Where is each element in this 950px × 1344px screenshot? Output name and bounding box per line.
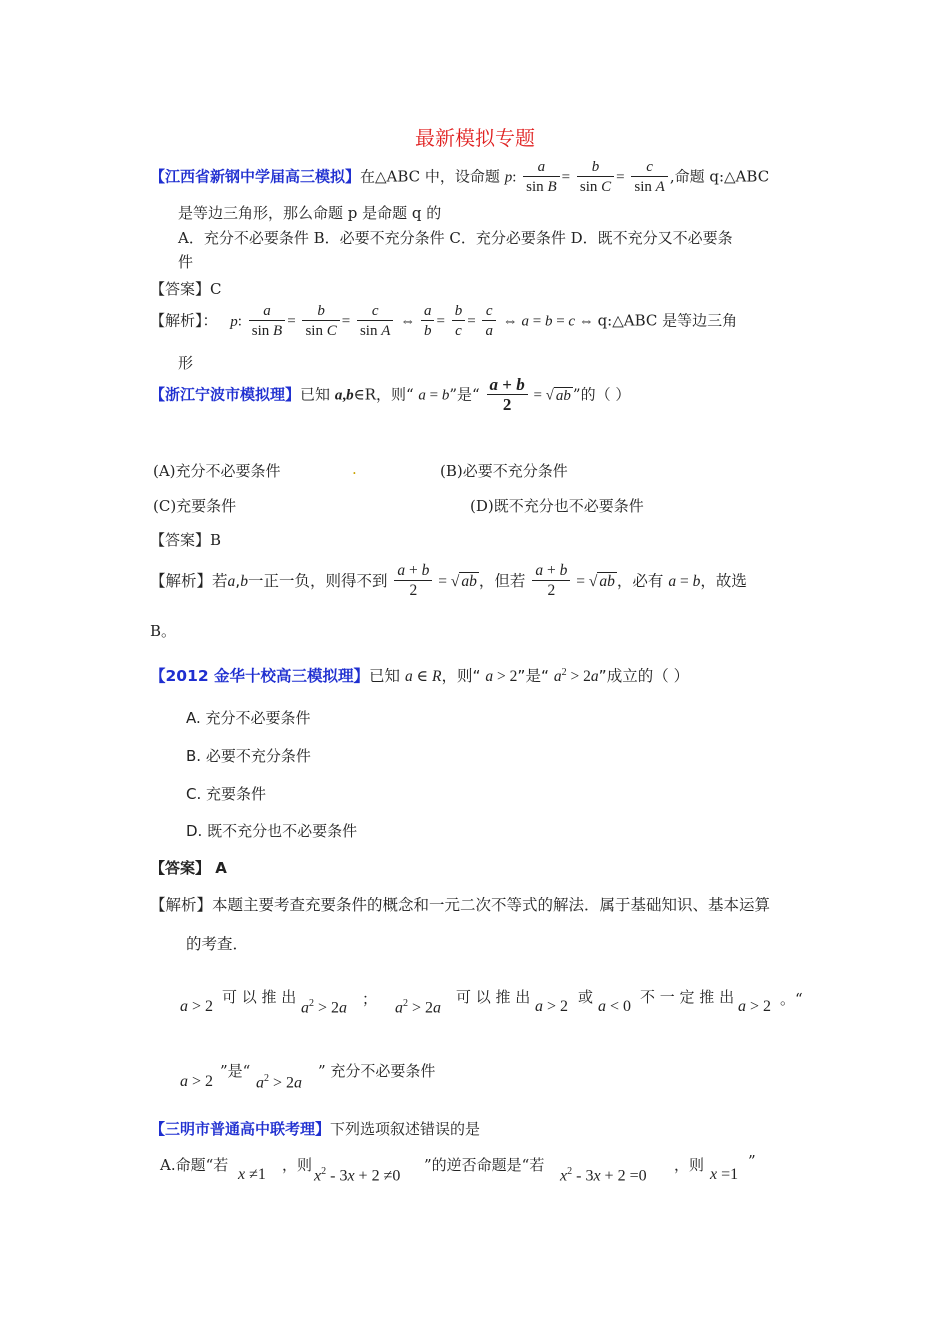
question-1-answer: 【答案】C — [150, 280, 222, 298]
question-3-analysis-wrap: 的考查． — [186, 935, 249, 953]
question-2-answer: 【答案】B — [150, 531, 222, 549]
question-4-stem: 【三明市普通高中联考理】下列选项叙述错误的是 — [150, 1120, 481, 1138]
text-can-infer-1: 可 以 推 出 — [222, 988, 297, 1006]
question-3-option-c: C. 充要条件 — [186, 785, 267, 803]
question-3-analysis: 【解析】本题主要考查充要条件的概念和一元二次不等式的解法．属于基础知识、基本运算 — [150, 896, 771, 914]
math-a-gt-2-c: a > 2 — [738, 998, 772, 1015]
question-3-option-b: B. 必要不充分条件 — [186, 747, 311, 765]
math-a-gt-2: a > 2 — [180, 998, 214, 1015]
math-a-gt-2-d: a > 2 — [180, 1073, 214, 1090]
question-2-stem: 【浙江宁波市模拟理】已知 a,b∈R，则“ a = b”是“ $\frac{a + b}{2}$ = √ ab ”的（ ） — [150, 375, 631, 414]
question-1-stem: 【江西省新钢中学届高三模拟】在△ABC 中，设命题 p: $\frac{a}{\text{sin B}}$ = $\frac{b}{\text{sin C}}$ = $\frac{c}{\text{sin A}}$ ,命题 q:△ABC — [150, 159, 770, 195]
text-period-quote: 。“ — [780, 990, 803, 1008]
text-is: ”是“ — [220, 1062, 251, 1080]
math-x-neq-1: x ≠1 — [238, 1166, 266, 1183]
math-a2-gt-2a-c: $a^2 > 2a$ — [256, 1073, 303, 1092]
math-a2-gt-2a: $a^2 > 2a$ — [301, 998, 348, 1017]
text-not-necessarily: 不 一 定 推 出 — [640, 988, 735, 1006]
math-a2-gt-2a-b: $a^2 > 2a$ — [395, 998, 442, 1017]
question-3-option-a: A. 充分不必要条件 — [186, 709, 311, 727]
question-4-option-a-2: ，则 — [282, 1156, 313, 1174]
question-4-option-a-4: ，则 — [674, 1156, 705, 1174]
text-can-infer-2: 可 以 推 出 — [456, 988, 531, 1006]
question-1-analysis: 【解析】： p: $\frac{a}{\text{sin B}}$ = $\frac{b}{\text{sin C}}$ = $\frac{c}{\text{sin A}}$ ⇔ $\frac{a}{b}$ = $\frac{b}{c}$ = $\frac{c}{a}$ ⇔ a = b = c ⇔ q:△ABC 是等边三角 — [150, 303, 738, 339]
question-4-option-a-5: ” — [748, 1152, 756, 1170]
question-3-stem: 【2012 金华十校高三模拟理】已知 a ∈ R，则“ a > 2”是“ $a^2 > 2a$”成立的（ ） — [150, 666, 690, 685]
math-a-lt-0: a < 0 — [598, 998, 632, 1015]
math-quadratic-neq: $x^2 - 3x + 2 \ne 0$ — [314, 1166, 401, 1185]
question-1-options-wrap: 件 — [178, 253, 194, 271]
math-a-gt-2-b: a > 2 — [535, 998, 569, 1015]
question-3-answer: 【答案】 A — [150, 859, 227, 877]
question-2-option-d: (D)既不充分也不必要条件 — [470, 497, 644, 515]
text-sufficient: ” 充分不必要条件 — [318, 1062, 436, 1080]
question-2-analysis: 【解析】若a,b一正一负，则得不到 $\frac{a + b}{2}$ = √ ab ，但若 $\frac{a + b}{2}$ = √ ab ，必有 a = b，故选 — [150, 562, 747, 599]
question-3-option-d: D. 既不充分也不必要条件 — [186, 822, 358, 840]
text-semicolon: ； — [362, 990, 378, 1008]
question-2-option-c: (C)充要条件 — [153, 497, 237, 515]
question-2-option-b: (B)必要不充分条件 — [440, 462, 568, 480]
question-1-analysis-wrap: 形 — [178, 354, 194, 372]
math-quadratic-eq: $x^2 - 3x + 2 =0$ — [560, 1166, 647, 1185]
question-4-option-a-1: A.命题“若 — [160, 1156, 229, 1174]
math-x-eq-1: x =1 — [710, 1166, 739, 1183]
stray-dot: . — [352, 460, 357, 478]
question-1-stem-wrap: 是等边三角形，那么命题 p 是命题 q 的 — [178, 204, 442, 222]
text-or: 或 — [578, 988, 594, 1006]
question-4-option-a-3: ”的逆否命题是“若 — [424, 1156, 545, 1174]
question-2-option-a: (A)充分不必要条件 — [153, 462, 281, 480]
page-title: 最新模拟专题 — [415, 126, 535, 150]
question-source: 【江西省新钢中学届高三模拟】 — [150, 167, 361, 186]
question-2-analysis-wrap: B。 — [150, 622, 177, 640]
question-1-options: A．充分不必要条件 B．必要不充分条件 C．充分必要条件 D．既不充分又不必要条 — [178, 229, 733, 247]
